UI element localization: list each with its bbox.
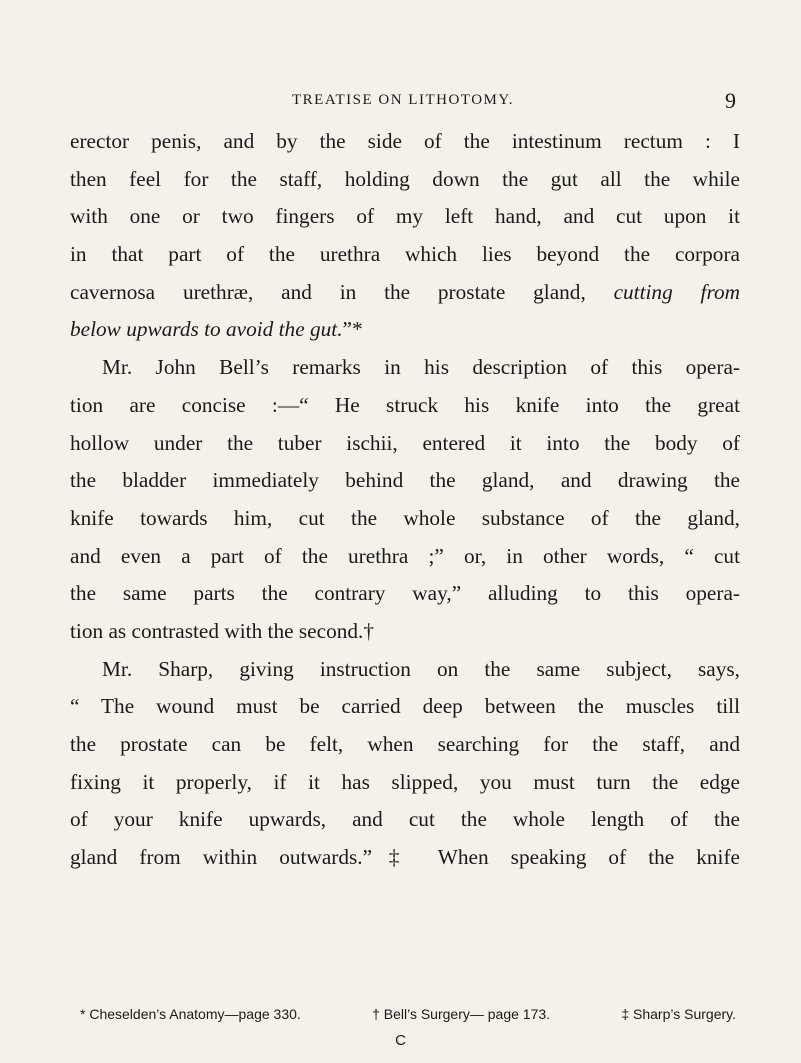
text-line: tion as contrasted with the second.† xyxy=(70,618,375,643)
page-header xyxy=(70,90,736,114)
text-line: knife towards him, cut the whole substance of the gland, xyxy=(70,505,740,530)
text-run: cavernosa urethræ, and in the prostate gland, xyxy=(70,279,614,304)
text-line: gland from within outwards.”‡ When speaking of the knife xyxy=(70,845,740,870)
text-line: the bladder immediately behind the gland, and drawing the xyxy=(70,468,740,493)
text-line: erector penis, and by the side of the intestinum rectum : I xyxy=(70,129,740,153)
text-line: fixing it properly, if it has slipped, you must turn the edge xyxy=(70,769,740,794)
text-line xyxy=(70,311,740,349)
signature-mark: C xyxy=(395,1032,406,1049)
running-title: TREATISE ON LITHOTOMY. xyxy=(291,92,515,108)
text-line: “ The wound must be carried deep between the muscles till xyxy=(70,694,740,719)
footnote: * Cheselden’s Anatomy—page 330. xyxy=(80,1006,301,1022)
text-line: Mr. Sharp, giving instruction on the same subject, says, xyxy=(102,656,740,681)
text-line: the prostate can be felt, when searching for the staff, and xyxy=(70,732,740,756)
body-text xyxy=(70,123,740,877)
text-line xyxy=(70,274,740,312)
text-line: hollow under the tuber ischii, entered it into the body of xyxy=(70,430,740,455)
footnote: ‡ Sharp’s Surgery. xyxy=(621,1006,736,1022)
text-line: Mr. John Bell’s remarks in his description of this opera- xyxy=(102,355,740,380)
italic-run: below upwards to avoid the gut. xyxy=(70,317,343,342)
text-run: ”* xyxy=(342,317,363,342)
page-number: 9 xyxy=(725,88,736,113)
italic-run: cutting from xyxy=(613,279,740,304)
text-line: with one or two fingers of my left hand, and cut upon it xyxy=(70,204,740,229)
text-line: in that part of the urethra which lies beyond the corpora xyxy=(70,242,740,267)
text-line: the same parts the contrary way,” alluding to this opera- xyxy=(70,581,740,606)
text-line: and even a part of the urethra ;” or, in other words, “ cut xyxy=(70,543,740,568)
text-line: then feel for the staff, holding down the gut all the while xyxy=(70,166,740,191)
footnote: † Bell’s Surgery— page 173. xyxy=(372,1006,551,1022)
text-line: of your knife upwards, and cut the whole length of the xyxy=(70,807,740,832)
text-line: tion are concise :—“ He struck his knife into the great xyxy=(70,392,740,417)
footnotes xyxy=(80,1006,736,1022)
